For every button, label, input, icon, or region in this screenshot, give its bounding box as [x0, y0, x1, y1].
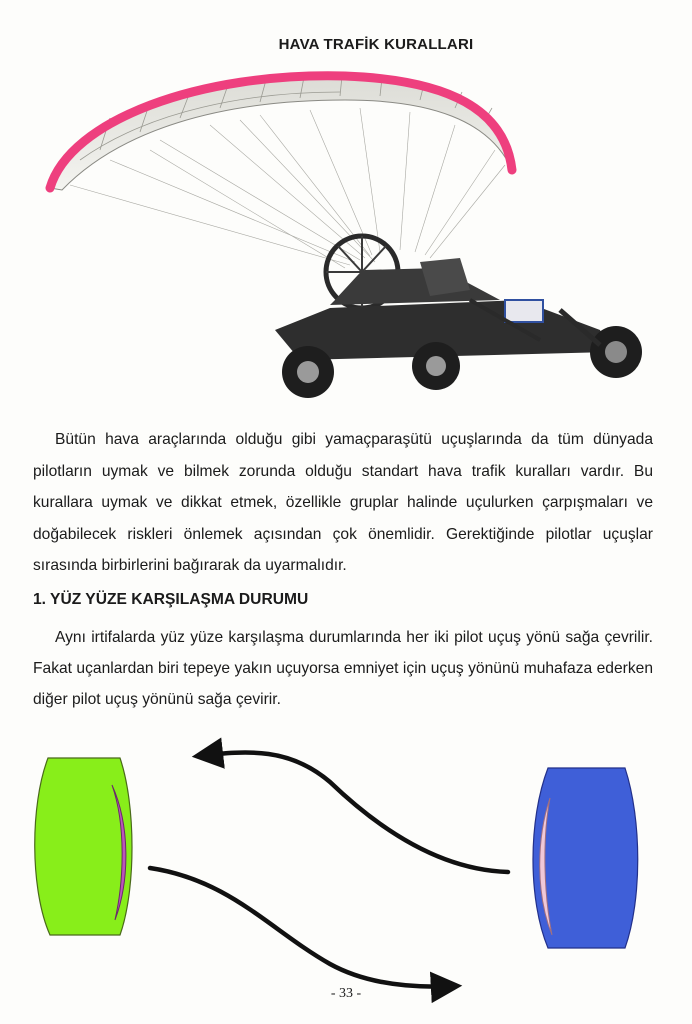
section-1-heading: 1. YÜZ YÜZE KARŞILAŞMA DURUMU	[33, 591, 309, 608]
right-paraglider-wing	[533, 768, 638, 948]
head-on-turn-diagram	[0, 730, 692, 1010]
left-paraglider-wing	[35, 758, 132, 935]
page-number: - 33 -	[330, 986, 362, 1001]
paramotor-buggy-illustration	[0, 0, 692, 400]
intro-paragraph: Bütün hava araçlarında olduğu gibi yamaçparaşütü uçuşlarında da tüm dünyada pilotların uymak ve bilmek zorunda olduğu standart hava trafik kuralları vardır. Bu kurallara uymak ve dikkat etmek, özellikle gruplar halinde uçulurken çarpışmaları ve doğabilecek riskleri önlemek açısından çok önemlidir. Gerektiğinde pilotlar uçuşlar sırasında birbirlerini bağırarak da uyarmalıdır.	[33, 431, 653, 574]
buggy-vehicle	[275, 236, 642, 398]
upper-turn-arrow	[198, 753, 508, 872]
page-title: HAVA TRAFİK KURALLARI	[278, 36, 474, 53]
paraglider-canopy	[50, 76, 512, 190]
section-1-body: Aynı irtifalarda yüz yüze karşılaşma durumlarında her iki pilot uçuş yönü sağa çevrilir. Fakat uçanlardan biri tepeye yakın uçuyorsa emniyet için uçuş yönünü muhafaza ederken diğer pilot uçuş yönünü sağa çevirir.	[33, 629, 653, 708]
lower-turn-arrow	[150, 868, 456, 987]
